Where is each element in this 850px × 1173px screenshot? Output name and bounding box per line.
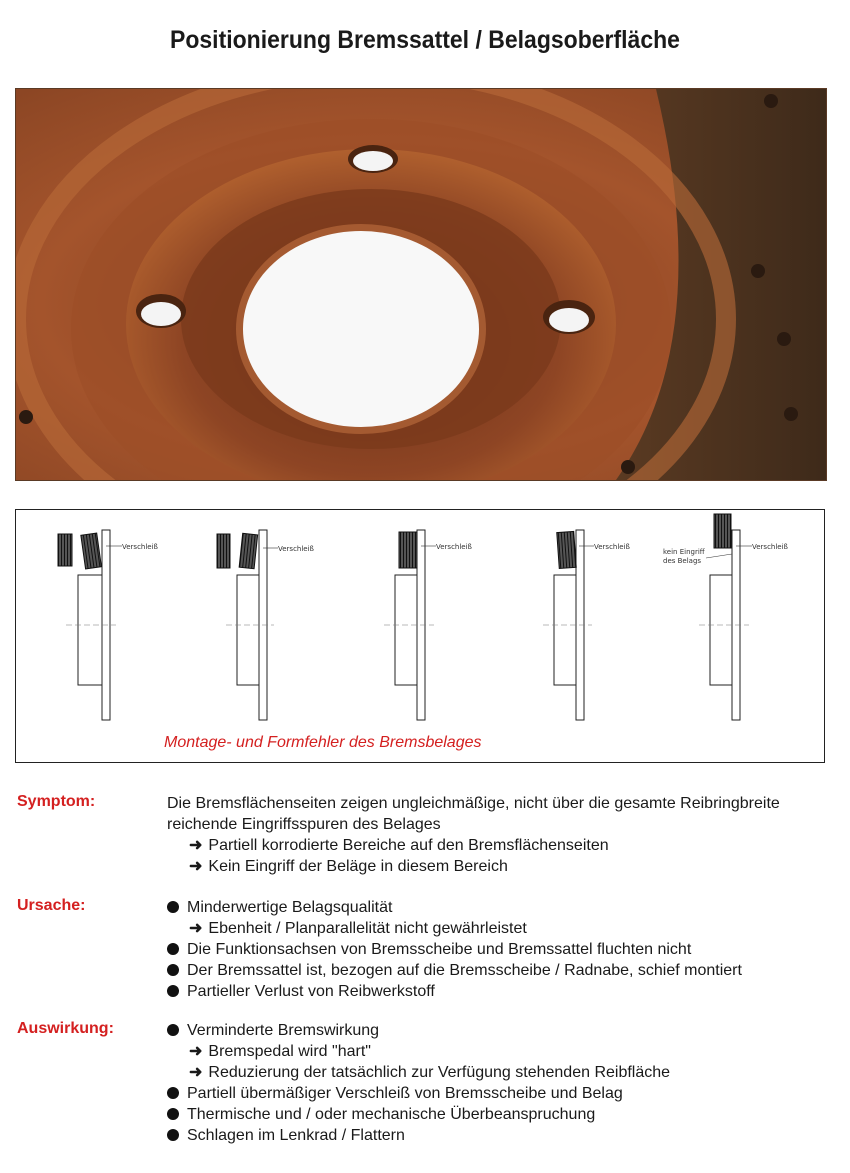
symptom-label: Symptom: [17,793,96,810]
bullet-icon [167,1024,179,1036]
diagram-caption: Montage- und Formfehler des Bremsbelages [164,734,482,751]
arrow-icon: ➜ [189,1064,203,1081]
arrow-icon: ➜ [189,837,203,854]
auswirkung-sub-2: ➜ Reduzierung der tatsächlich zur Verfügung stehenden Reibfläche [189,1064,671,1081]
page-title: Positionierung Bremssattel / Belagsoberfläche [170,26,680,54]
bullet-icon [167,1108,179,1120]
ursache-label: Ursache: [17,897,86,914]
wear-label-2: Verschleiß [278,545,314,553]
ursache-bullet-3: Der Bremssattel ist, bezogen auf die Bremsscheibe / Radnabe, schief montiert [167,960,827,981]
assembly-2 [217,530,315,720]
bullet-icon [167,964,179,976]
auswirkung-bullet-1: Verminderte Bremswirkung [167,1020,827,1041]
brake-pad-diagram [15,509,825,763]
assembly-5 [663,514,789,720]
assembly-4 [543,530,631,720]
symptom-line-1: Die Bremsflächenseiten zeigen ungleichmäßige, nicht über die gesamte Reibringbreite [167,795,780,812]
wear-label-5: Verschleiß [752,543,788,551]
auswirkung-sub-1: ➜ Bremspedal wird "hart" [189,1043,371,1060]
no-contact-label-1: kein Eingriff [663,548,705,556]
ursache-bullet-1: Minderwertige Belagsqualität [167,897,827,918]
bullet-icon [167,901,179,913]
auswirkung-label: Auswirkung: [17,1020,114,1037]
bullet-icon [167,943,179,955]
wear-label-3: Verschleiß [436,543,472,551]
arrow-icon: ➜ [189,920,203,937]
arrow-icon: ➜ [189,1043,203,1060]
symptom-line-2: reichende Eingriffsspuren des Belages [167,816,441,833]
bullet-icon [167,1087,179,1099]
brake-disc-photo [15,88,827,481]
ursache-sub-1: ➜ Ebenheit / Planparallelität nicht gewährleistet [189,920,527,937]
arrow-icon: ➜ [189,858,203,875]
auswirkung-content [167,1020,827,1146]
ursache-bullet-2: Die Funktionsachsen von Bremsscheibe und Bremssattel fluchten nicht [167,939,827,960]
bullet-icon [167,1129,179,1141]
symptom-sub-1: ➜ Partiell korrodierte Bereiche auf den Bremsflächenseiten [189,837,609,854]
auswirkung-bullet-2: Partiell übermäßiger Verschleiß von Bremsscheibe und Belag [167,1083,827,1104]
auswirkung-bullet-4: Schlagen im Lenkrad / Flattern [167,1125,827,1146]
auswirkung-bullet-3: Thermische und / oder mechanische Überbeanspruchung [167,1104,827,1125]
ursache-bullet-4: Partieller Verlust von Reibwerkstoff [167,981,827,1002]
assembly-3 [384,530,473,720]
assembly-1 [58,530,159,720]
symptom-sub-2: ➜ Kein Eingriff der Beläge in diesem Bereich [189,858,508,875]
no-contact-label-2: des Belags [663,557,702,565]
ursache-content [167,897,827,1002]
wear-label-4: Verschleiß [594,543,630,551]
symptom-content [167,793,827,877]
wear-label-1: Verschleiß [122,543,158,551]
bullet-icon [167,985,179,997]
